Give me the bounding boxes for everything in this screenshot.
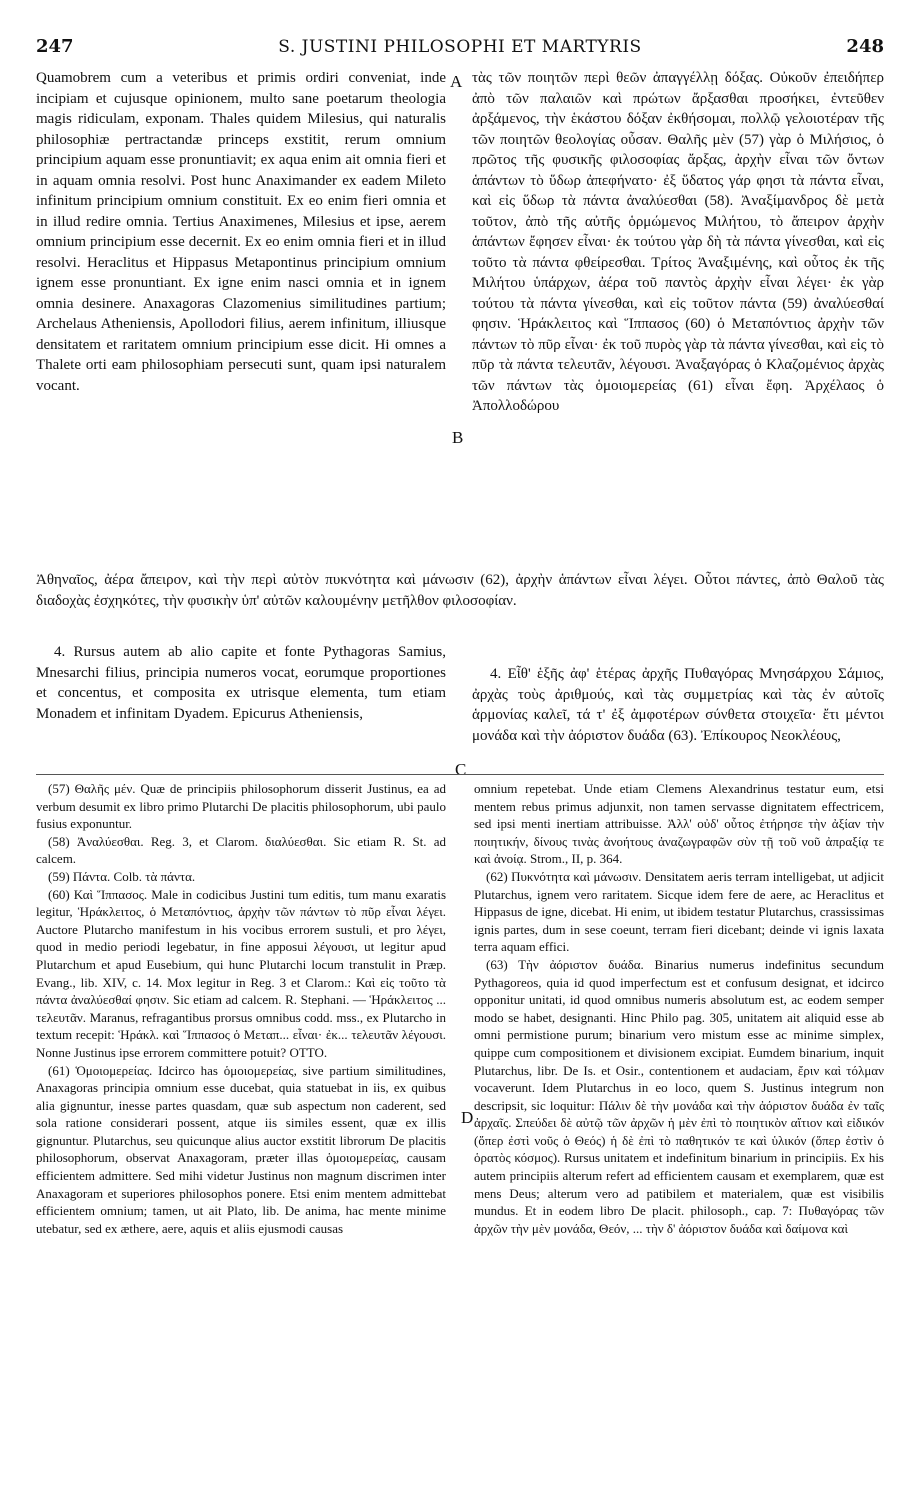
notes-column-right	[474, 780, 884, 1237]
latin-column-top	[36, 68, 446, 396]
greek-paragraph-3: 4. Εἶθ' ἑξῆς ἀφ' ἑτέρας ἀρχῆς Πυθαγόρας Μνησάρχου Σάμιος, ἀρχὰς τοὺς ἀριθμούς, καὶ τὰς συμμετρίας καὶ τὰς ἐν αὐτοῖς ἁρμονίας καλεῖ, τά τ' ἐξ ἀμφοτέρων σύνθετα στοιχεῖα· ἔτι μέντοι μονάδα καὶ τὴν ἀόριστον δυάδα (63). Ἐπίκουρος Νεοκλέους,	[472, 666, 884, 744]
greek-full-width	[36, 570, 884, 611]
margin-letter-a: A	[450, 72, 463, 91]
footnote: (58) Ἀναλύεσθαι. Reg. 3, et Clarom. διαλύεσθαι. Sic etiam R. St. ad calcem.	[36, 833, 446, 867]
page-number-right: 248	[846, 36, 884, 57]
margin-letter-b: B	[452, 428, 464, 447]
greek-paragraph-1: τὰς τῶν ποιητῶν περὶ θεῶν ἀπαγγέλλῃ δόξας. Οὐκοῦν ἐπειδήπερ ἀπὸ τῶν παλαιῶν καὶ πρώτων ἄρξασθαι προσήκει, ἐντεῦθεν ἀρξάμενος, τὴν ἑκάστου δόξαν ἐκθήσομαι, πολλῷ γελοιοτέραν τῆς τῶν ποιητῶν θεολογίας οὖσαν. Θαλῆς μὲν (57) γὰρ ὁ Μιλήσιος, ὁ πρῶτος τῆς φυσικῆς φιλοσοφίας ἄρξας, ἀρχὴν εἶναι τῶν ὄντων ἁπάντων τὸ ὕδωρ ἀπεφήνατο· ἐξ ὕδατος γάρ φησι τὰ πάντα εἶναι, καὶ εἰς ὕδωρ τὰ πάντα ἀναλύεσθαι (58). Ἀναξίμανδρος δὲ μετὰ τοῦτον, ἀπὸ τῆς αὐτῆς ὁρμώμενος Μιλήτου, τὸ ἄπειρον ἀρχὴν ἁπάντων ἔφησεν εἶναι· ἐκ τούτου γὰρ δὴ τὰ πάντα γίνεσθαι, καὶ εἰς τοῦτο τὰ πάντα φθείρεσθαι. Τρίτος Ἀναξιμένης, καὶ οὗτος ἐκ τῆς Μιλήτου ὑπάρχων, ἀέρα τοῦ παντὸς ἀρχὴν εἶναι λέγει· ἐκ γὰρ τούτου τὰ πάντα γίνεσθαι, καὶ εἰς τοῦτον πάντα (59) ἀναλύεσθαί φησιν. Ἡράκλειτος καὶ Ἵππασος (60) ὁ Μεταπόντιος ἀρχὴν τῶν πάντων τὸ πῦρ εἶναι· ἐκ τοῦ πυρὸς γὰρ τὰ πάντα γίνεσθαι, καὶ εἰς τὸ πῦρ τὰ πάντα τελευτᾶν, λέγουσι. Ἀναξαγόρας ὁ Κλαζομένιος ἀρχὰς τῶν πάντων τὰς ὁμοιομερείας (61) εἶναι ἔφη. Ἀρχέλαος ὁ Ἀπολλοδώρου	[472, 70, 884, 414]
latin-paragraph-2: 4. Rursus autem ab alio capite et fonte Pythagoras Samius, Mnesarchi filius, principia numeros vocat, eorumque proportiones et concentus, et composita ex utrisque elementa, tum etiam Monadem et infinitam Dyadem. Epicurus Atheniensis,	[36, 644, 446, 722]
footnote: omnium repetebat. Unde etiam Clemens Alexandrinus testatur eum, etsi mentem rebus primus adjunxit, non tamen servasse dignitatem effectricem, sed ipsi menti inertiam attribuisse. Ἀλλ' οὐδ' οὗτος ἐτήρησε τὴν ἀξίαν τὴν ποιητικήν, δίνους τινὰς ἀνοήτους ἀναζωγραφῶν σὺν τῇ τοῦ νοῦ ἀπραξίᾳ τε καὶ ἀνοίᾳ. Strom., II, p. 364.	[474, 781, 884, 867]
footnote: (62) Πυκνότητα καὶ μάνωσιν. Densitatem aeris terram intelligebat, ut adjicit Plutarchus, ignem vero raritatem. Sicque idem fere de aere, ac Heraclitus et Hippasus de igne, dicebat. Hi enim, ut ibidem testatur Plutarchus, crassissimas ignis partes, dum in sese coeunt, terram fieri dicebant; deinde vi ignis laxata terra aquam effici.	[474, 868, 884, 955]
margin-letter-c: C	[455, 760, 467, 779]
latin-paragraph-1: Quamobrem cum a veteribus et primis ordiri conveniat, inde incipiam et cujusque opinionem, multo sane poetarum theologia magis ridiculam, exponam. Thales quidem Milesius, qui naturalis philosophiæ pertractandæ princeps exstitit, rerum omnium principium aquam esse pronuntiavit; ex aqua enim ait omnia fieri et in aquam omnia resolvi. Post hunc Anaximander ex eadem Mileto infinitum principium omnium constituit. Ex eo enim fieri omnia et in illud redire omnia. Tertius Anaximenes, Milesius et ipse, aerem omnium principium esse decernit. Ex eo enim omnia fieri et in illud resolvi. Heraclitus et Hippasus Metapontinus principium omnium ignem esse pronuntiant. Ex igne enim nasci omnia et in ignem omnia desinere. Anaxagoras Clazomenius similitudines partium; Archelaus Atheniensis, Apollodori filius, aerem infinitum, illiusque densitatem et raritatem omnium principium esse dicit. Hi omnes a Thalete orti eam philosophiam persecuti sunt, quam ipsi naturalem vocant.	[36, 70, 446, 394]
greek-column-top	[472, 68, 884, 417]
footnote: (59) Πάντα. Colb. τὰ πάντα.	[48, 868, 196, 884]
page-number-left: 247	[36, 36, 74, 57]
running-header	[36, 36, 884, 62]
greek-column-mid	[472, 664, 884, 746]
running-title: S. JUSTINI PHILOSOPHI ET MARTYRIS	[278, 37, 642, 57]
latin-column-mid	[36, 642, 446, 724]
margin-letter-d: D	[461, 1108, 474, 1127]
footnote: (60) Καὶ Ἵππασος. Male in codicibus Justini tum editis, tum manu exaratis legitur, Ἡράκλειτος, ὁ Μεταπόντιος, ἀρχὴν τῶν πάντων τὸ πῦρ εἶναι λέγει. Auctore Plutarcho manifestum in his vocibus errorem sustuli, et pro λέγει, quod in medio periodi legebatur, in fine apposui λέγουσι, ut legitur apud Plutarchum et apud Eusebium, qui hunc Plutarchi locum transtulit in Præp. Evang., lib. XIV, c. 14. Mox legitur in Reg. 3 et Clarom.: Καὶ εἰς τοῦτο τὰ πάντα ἀναλύεσθαί φησιν. Sic etiam ad calcem. R. Stephani. — Ἡράκλειτος ... τελευτᾶν. Maranus, refragantibus prorsus omnibus codd. mss., ex Plutarcho in textum recepit: Ἡράκλ. καὶ Ἵππασος ὁ Μεταπ... εἶναι· ἐκ... τελευτᾶν λέγουσι. Nonne Justinus ipse errorem committere potuit? OTTO.	[36, 886, 446, 1060]
greek-paragraph-2: Ἀθηναῖος, ἀέρα ἄπειρον, καὶ τὴν περὶ αὐτὸν πυκνότητα καὶ μάνωσιν (62), ἀρχὴν ἁπάντων εἶναι λέγει. Οὗτοι πάντες, ἀπὸ Θαλοῦ τὰς διαδοχὰς ἐσχηκότες, τὴν φυσικὴν ὑπ' αὐτῶν καλουμένην μετῆλθον φιλοσοφίαν.	[36, 572, 884, 609]
notes-separator	[36, 774, 884, 775]
footnote: (57) Θαλῆς μέν. Quæ de principiis philosophorum disserit Justinus, ea ad verbum desumit ex libro primo Plutarchi De placitis philosophorum, ubi paulo fusius exponuntur.	[36, 781, 446, 832]
footnote: (61) Ὁμοιομερείας. Idcirco has ὁμοιομερείας, sive partium similitudines, Anaxagoras principia omnium esse ducebat, quia statuebat in iis, ex quibus alia gignuntur, inesse partes quasdam, quæ sub aspectum non caderent, sed sola ratione considerari possent, atque iis similes essent, quæ ex illis gignuntur. Plutarchus, seu quicunque alius auctor exstitit librorum De placitis philosophorum, observat Anaxagoram, præter illas ὁμοιομερείας, causam efficientem admittere. Sed mihi videtur Justinus non magnum discrimen inter Anaxagoram et superiores philosophos ponere. Etsi enim mentem admittebat efficientem omnium; tamen, ut ait Plato, lib. De anima, hac mente minime utebatur, sed ex æthere, aere, aquis et aliis ejusmodi causas	[36, 1062, 446, 1236]
notes-column-left	[36, 780, 446, 1237]
footnote: (63) Τὴν ἀόριστον δυάδα. Binarius numerus indefinitus secundum Pythagoreos, quia id quod imperfectum est et confusum designat, et idcirco opponitur unitati, id quod omnibus numeris absolutum est, ac eodem semper modo se habet, designanti. Hinc Philo pag. 305, unitatem ait aliquid esse ab omni permistione purum; binarium vero mistum esse ac minime simplex, quippe cum compositionem et divisionem excipiat. Eumdem binarium, inquit Plutarchus, libr. De Is. et Osir., contentionem et audaciam, ἔριν καὶ τόλμαν vocaverunt. Idem Plutarchus in eo loco, quem S. Justinus integrum non descripsit, sic loquitur: Πάλιν δὲ τὴν μονάδα καὶ τὴν ἀόριστον δυάδα ἐν ταῖς ἀρχαῖς. Σπεύδει δὲ αὐτῷ τῶν ἀρχῶν ἡ μὲν ἐπὶ τὸ ποιητικὸν αἴτιον καὶ εἰδικόν (ὅπερ ἐστὶ νοῦς ὁ Θεός) ἡ δὲ ἐπὶ τὸ παθητικόν τε καὶ ὑλικόν (ὅπερ ἐστὶν ὁ ὁρατὸς κόσμος). Rursus unitatem et indefinitum binarium in principiis. Ex his autem principiis alterum refert ad efficientem causam et exemplarem, quæ est mens Deus; alterum vero ad patibilem et materialem, quæ est visibilis mundus. Et in eodem libro De placit. philosoph., cap. 7: Πυθαγόρας τῶν ἀρχῶν τὴν μὲν μονάδα, Θεόν, ... τὴν δ' ἀόριστον δυάδα καὶ δαίμονα καὶ	[474, 956, 884, 1236]
